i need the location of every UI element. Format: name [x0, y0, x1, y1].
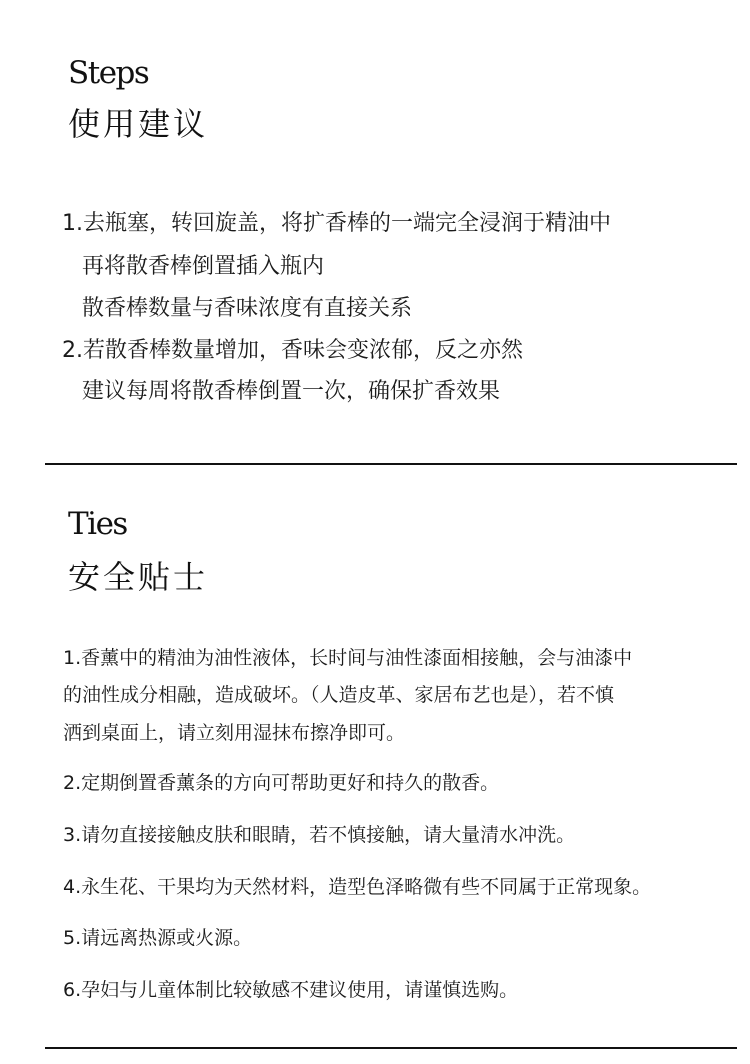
tip-line-1: 1.香薰中的精油为油性液体，长时间与油性漆面相接触，会与油漆中	[63, 647, 633, 669]
steps-line-4: 2.若散香棒数量增加，香味会变浓郁，反之亦然	[62, 338, 523, 363]
tip-line-3: 洒到桌面上，请立刻用湿抹布擦净即可。	[63, 722, 406, 744]
steps-title-en: Steps	[68, 55, 149, 91]
steps-line-5: 建议每周将散香棒倒置一次，确保扩香效果	[82, 379, 501, 404]
tips-title-en: Ties	[68, 506, 127, 542]
steps-line-3: 散香棒数量与香味浓度有直接关系	[82, 296, 413, 321]
tip-line-8: 6.孕妇与儿童体制比较敏感不建议使用，请谨慎选购。	[63, 979, 519, 1001]
steps-line-2: 再将散香棒倒置插入瓶内	[82, 254, 325, 279]
tip-line-5: 3.请勿直接接触皮肤和眼睛，若不慎接触，请大量清水冲洗。	[63, 824, 576, 846]
bottom-divider	[45, 1047, 737, 1049]
tip-line-4: 2.定期倒置香薰条的方向可帮助更好和持久的散香。	[63, 772, 500, 794]
tips-title-cn: 安全贴士	[68, 558, 209, 596]
section-divider	[45, 463, 737, 465]
steps-line-1: 1.去瓶塞，转回旋盖，将扩香棒的一端完全浸润于精油中	[62, 211, 611, 236]
steps-title-cn: 使用建议	[68, 105, 209, 143]
tip-line-2: 的油性成分相融，造成破坏。（人造皮革、家居布艺也是），若不慎	[63, 684, 615, 706]
tip-line-6: 4.永生花、干果均为天然材料，造型色泽略微有些不同属于正常现象。	[63, 876, 652, 898]
tip-line-7: 5.请远离热源或火源。	[63, 927, 253, 949]
